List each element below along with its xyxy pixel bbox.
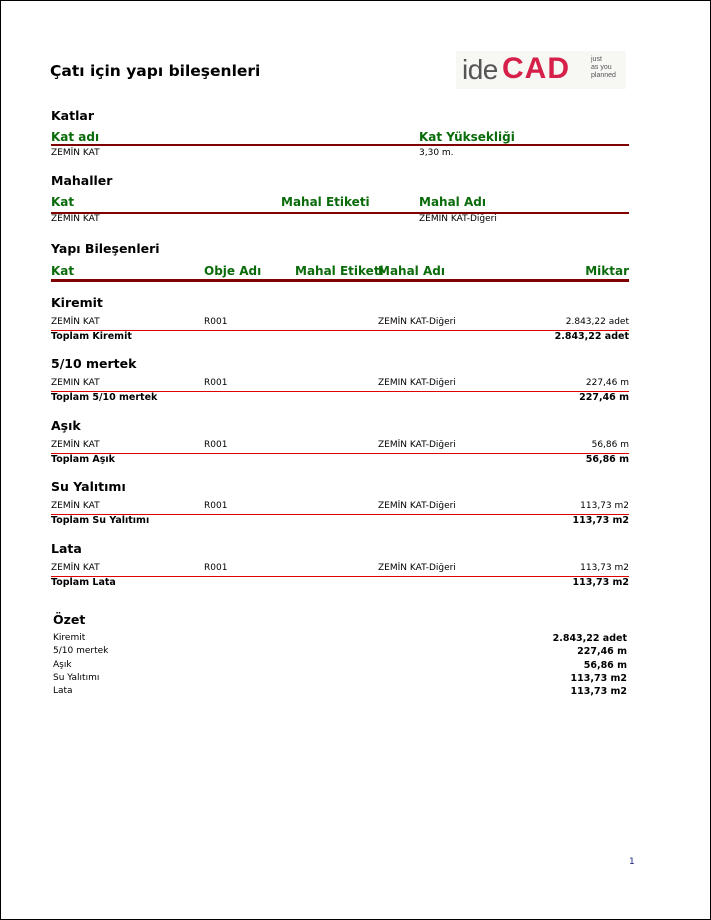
table-cell: ZEMİN KAT xyxy=(51,563,100,573)
tagline-line: just xyxy=(591,56,602,63)
idecad-logo xyxy=(456,51,626,89)
group-total-label: Toplam Aşık xyxy=(51,454,115,465)
summary-value: 2.843,22 adet xyxy=(552,633,627,644)
table-cell: ZEMİN KAT-Diğeri xyxy=(378,440,456,450)
summary-label: 5/10 mertek xyxy=(53,646,109,657)
table-cell: 56,86 m xyxy=(591,440,629,450)
group-heading: 5/10 mertek xyxy=(51,356,137,371)
summary-label: Kiremit xyxy=(53,633,86,643)
group-total-value: 56,86 m xyxy=(585,454,629,465)
group-heading: Su Yalıtımı xyxy=(51,479,126,494)
summary-label: Su Yalıtımı xyxy=(53,672,100,683)
header-rule xyxy=(51,144,629,146)
logo-text-ide: ide xyxy=(462,54,498,85)
column-header: Obje Adı xyxy=(204,264,262,278)
column-header: Miktar xyxy=(585,264,629,278)
table-cell: 113,73 m2 xyxy=(580,501,629,511)
logo-tagline xyxy=(591,56,616,80)
section-heading-katlar: Katlar xyxy=(51,108,94,123)
column-header: Mahal Adı xyxy=(419,195,486,209)
table-cell: 2.843,22 adet xyxy=(565,317,629,327)
summary-label: Aşık xyxy=(53,659,72,670)
table-cell: ZEMİN KAT xyxy=(51,501,100,511)
group-heading: Aşık xyxy=(51,418,81,433)
tagline-line: planned xyxy=(591,72,616,79)
table-cell: ZEMİN KAT xyxy=(51,440,100,450)
group-rule xyxy=(51,453,629,454)
table-cell: ZEMİN KAT-Diğeri xyxy=(378,317,456,327)
column-header: Mahal Etiketi xyxy=(281,195,370,209)
table-cell: R001 xyxy=(204,317,228,327)
table-cell: ZEMIN KAT xyxy=(51,214,100,224)
table-cell: R001 xyxy=(204,501,228,511)
column-header: Kat xyxy=(51,195,75,209)
group-rule xyxy=(51,576,629,577)
summary-value: 56,86 m xyxy=(583,659,627,671)
table-cell: R001 xyxy=(204,440,228,450)
header-rule xyxy=(51,279,629,282)
table-cell: 113,73 m2 xyxy=(580,563,629,573)
table-cell: 227,46 m xyxy=(585,378,629,388)
table-cell: ZEMIN KAT-Diğeri xyxy=(378,378,456,388)
group-total-value: 113,73 m2 xyxy=(572,577,629,588)
table-cell: ZEMIN KAT-Diğeri xyxy=(419,214,497,224)
group-total-label: Toplam Kiremit xyxy=(51,331,132,342)
column-header: Kat xyxy=(51,264,75,278)
table-cell: 3,30 m. xyxy=(419,148,454,158)
tagline-line: as you xyxy=(591,64,612,71)
table-cell: ZEMİN KAT xyxy=(51,148,100,158)
table-cell: ZEMİN KAT xyxy=(51,317,100,327)
page-number: 1 xyxy=(629,857,635,867)
group-total-label: Toplam Lata xyxy=(51,577,116,588)
column-header: Kat adı xyxy=(51,130,100,144)
group-heading: Lata xyxy=(51,541,82,556)
section-heading-mahaller: Mahaller xyxy=(51,173,113,188)
column-header: Mahal Etiketi xyxy=(295,264,384,278)
group-total-value: 2.843,22 adet xyxy=(554,331,629,342)
table-cell: ZEMİN KAT-Diğeri xyxy=(378,563,456,573)
group-total-label: Toplam Su Yalıtımı xyxy=(51,515,150,526)
summary-value: 113,73 m2 xyxy=(570,672,627,684)
report-title: Çatı için yapı bileşenleri xyxy=(50,62,261,80)
group-total-value: 227,46 m xyxy=(579,392,629,403)
column-header: Kat Yüksekliği xyxy=(419,130,515,144)
column-header: Mahal Adı xyxy=(378,264,445,278)
summary-value: 113,73 m2 xyxy=(570,686,627,698)
group-total-label: Toplam 5/10 mertek xyxy=(51,392,158,403)
table-cell: ZEMİN KAT-Diğeri xyxy=(378,501,456,511)
table-cell: R001 xyxy=(204,378,228,388)
logo-text-cad: CAD xyxy=(502,52,570,85)
table-cell: ZEMIN KAT xyxy=(51,378,100,388)
section-heading-ozet: Özet xyxy=(53,612,86,627)
table-cell: R001 xyxy=(204,563,228,573)
summary-value: 227,46 m xyxy=(577,646,627,658)
group-total-value: 113,73 m2 xyxy=(572,515,629,526)
header-rule xyxy=(51,212,629,214)
section-heading-yapi: Yapı Bileşenleri xyxy=(51,241,160,256)
summary-label: Lata xyxy=(53,686,73,697)
group-rule xyxy=(51,330,629,331)
group-heading: Kiremit xyxy=(51,295,103,310)
